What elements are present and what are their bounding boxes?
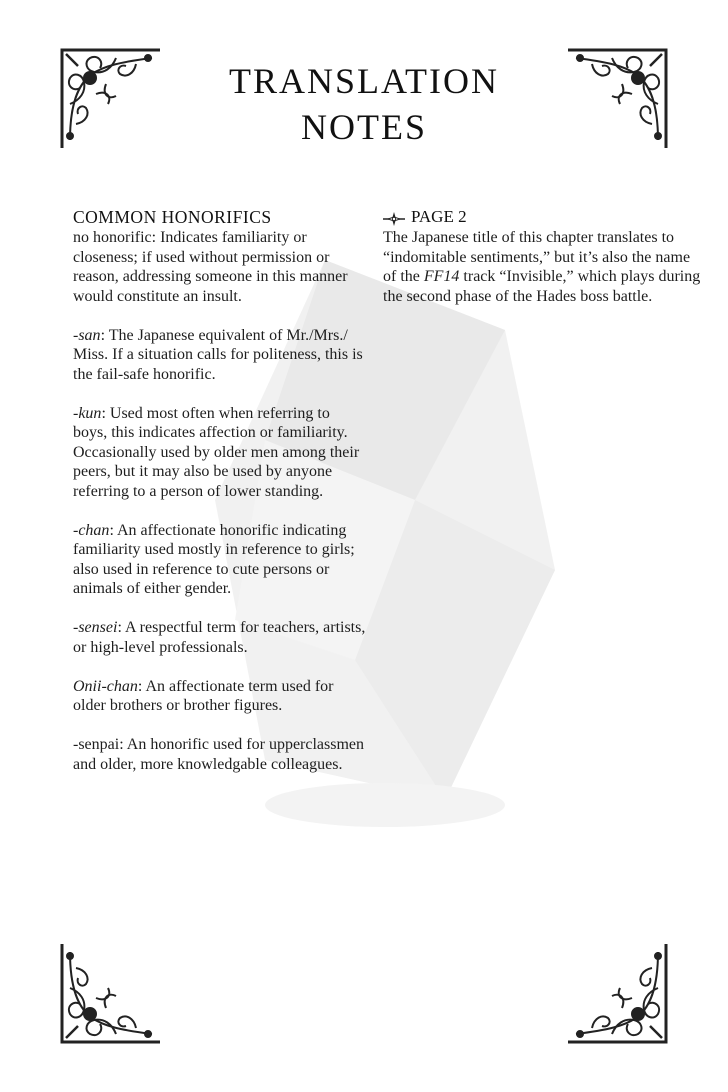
- honorific-definition: : An affectionate honorific indicating familiarity used mostly in reference to girls; also used in reference to cute persons or animals of either gender.: [73, 521, 355, 597]
- honorific-term: -sensei: [73, 619, 118, 636]
- section-heading-page-2: [383, 206, 705, 228]
- ornate-flourish-icon: [56, 938, 166, 1048]
- honorific-definition: : Used most often when referring to boys, this indicates affection or familiarity. Occasionally used by older men among their peers, but it may also be used by anyone referring to a person of lower standing.: [73, 404, 360, 500]
- ornate-flourish-icon: [562, 938, 672, 1048]
- page-title: [0, 58, 728, 150]
- honorific-entry-none: no honorific: Indicates familiarity or closeness; if used without permission or reason, addressing someone in this manner would constitute an insult.: [73, 229, 348, 305]
- compass-star-icon: [383, 210, 405, 224]
- honorific-entry-onii-chan: [73, 677, 368, 716]
- honorific-term: -chan: [73, 521, 110, 539]
- title-line-1: TRANSLATION: [229, 61, 499, 101]
- game-title-ref: FF14: [423, 268, 460, 285]
- honorific-term: -san: [73, 326, 101, 344]
- honorific-entry-sensei: [73, 618, 368, 657]
- section-heading-honorifics: COMMON HONORIFICS: [73, 207, 272, 227]
- note-text-after: track “Invisible,” which plays during the second phase of the Hades boss battle.: [383, 268, 701, 305]
- honorific-entry-senpai: -senpai: An honorific used for upperclassmen and older, more knowledgable colleagues.: [73, 736, 365, 773]
- page-number-label: PAGE 2: [411, 207, 467, 226]
- honorifics-column: [73, 206, 368, 774]
- honorific-term: Onii-chan: [73, 677, 138, 695]
- honorific-entry-chan: [73, 521, 368, 599]
- honorific-entry-kun: [73, 404, 368, 502]
- page-2-note: [383, 228, 705, 306]
- honorific-term: -kun: [73, 404, 102, 422]
- honorific-entry-san: [73, 326, 368, 385]
- honorific-definition: : The Japanese equivalent of Mr./Mrs./ Miss. If a situation calls for politeness, this is the fail-safe honorific.: [73, 326, 363, 383]
- page-notes-column: [383, 206, 705, 306]
- title-line-2: NOTES: [301, 107, 427, 147]
- note-text-before: The Japanese title of this chapter translates to “indomitable sentiments,” but it’s also the name of the: [383, 229, 691, 285]
- honorific-definition: : An affectionate term used for older brothers or brother figures.: [73, 677, 334, 714]
- honorific-definition: : A respectful term for teachers, artists, or high-level professionals.: [73, 619, 366, 656]
